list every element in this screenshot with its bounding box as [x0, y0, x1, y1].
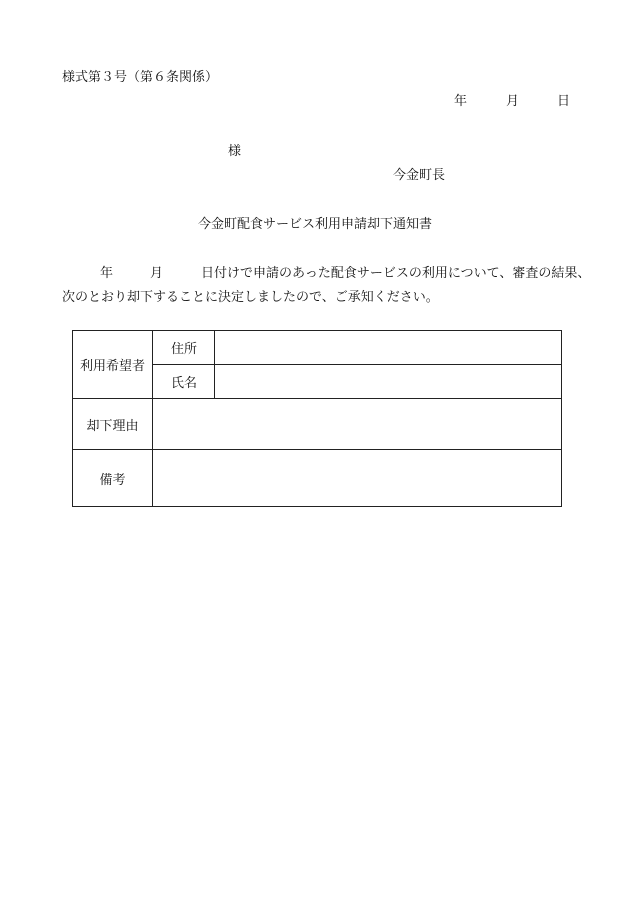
applicant-info-table	[72, 330, 562, 507]
date-year-label: 年	[454, 94, 468, 109]
applicant-label: 利用希望者	[73, 331, 153, 399]
addressee-honorific: 様	[228, 144, 242, 159]
address-value	[215, 331, 562, 365]
rejection-reason-value	[153, 399, 562, 450]
sender-title: 今金町長	[393, 168, 446, 183]
name-label: 氏名	[153, 365, 215, 399]
notes-label: 備考	[73, 450, 153, 507]
table-row	[73, 331, 562, 365]
table-row	[73, 399, 562, 450]
name-value	[215, 365, 562, 399]
date-month-label: 月	[506, 94, 520, 109]
document-title: 今金町配食サービス利用申請却下通知書	[197, 217, 432, 232]
table-row	[73, 450, 562, 507]
notes-value	[153, 450, 562, 507]
date-day-label: 日	[557, 94, 571, 109]
rejection-reason-label: 却下理由	[73, 399, 153, 450]
body-text-line-2: 次のとおり却下することに決定しましたので、ご承知ください。	[62, 290, 439, 305]
body-year-label: 年	[100, 266, 114, 281]
body-line-1-text: 日付けで申請のあった配食サービスの利用について、審査の結果、	[201, 266, 591, 281]
address-label: 住所	[153, 331, 215, 365]
form-number: 様式第３号（第６条関係）	[62, 70, 219, 85]
body-month-label: 月	[150, 266, 164, 281]
